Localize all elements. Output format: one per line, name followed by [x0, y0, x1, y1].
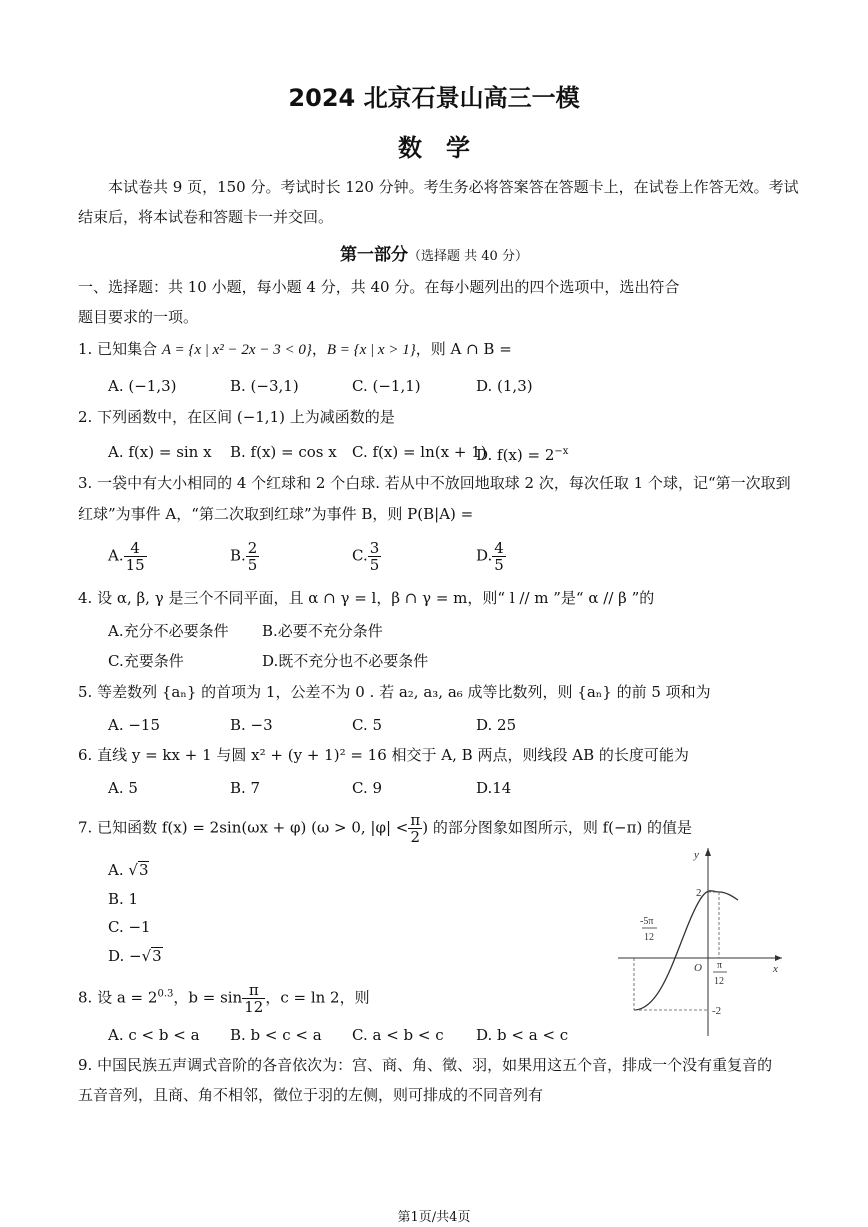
q1-prefix: 1. 已知集合 [78, 340, 162, 358]
y-min-label: -2 [712, 1005, 722, 1017]
q5-option-b: B. −3 [230, 716, 273, 734]
q4-option-c: C.充要条件 [108, 652, 184, 670]
q1-comma: ， [311, 340, 327, 358]
q6-option-c: C. 9 [352, 779, 383, 797]
q5-option-c: C. 5 [352, 716, 383, 734]
q8-option-b: B. b < c < a [230, 1026, 322, 1044]
q7-pi-over-2 [408, 812, 422, 845]
exam-title: 2024 北京石景山高三一模 [288, 84, 580, 112]
x-axis-arrow [775, 955, 782, 961]
q3-option-b-numerator: 2 [247, 539, 258, 557]
part-title: 第一部分 [340, 245, 409, 265]
right-tick-denominator: 12 [714, 976, 724, 987]
q5-option-d: D. 25 [476, 716, 517, 734]
q7-two: 2 [410, 828, 421, 846]
q1-option-a: A. (−1,3) [108, 377, 177, 395]
q8-option-a: A. c < b < a [108, 1026, 200, 1044]
question-3-line-2: 红球”为事件 A，“第二次取到红球”为事件 B，则 P(B|A) = [78, 505, 474, 523]
q7-option-c: C. −1 [108, 918, 151, 936]
q8-option-d: D. b < a < c [476, 1026, 569, 1044]
q3-option-b-label: B. [230, 546, 246, 565]
q8-a-exponent: 0.3 [157, 988, 174, 1000]
q3-option-a-fraction [124, 540, 147, 573]
q7-option-b: B. 1 [108, 890, 139, 908]
q1-option-b: B. (−3,1) [230, 377, 299, 395]
q3-option-a [108, 540, 147, 573]
q7-option-a: A. √3 [108, 861, 149, 879]
question-8-stem [78, 982, 370, 1015]
q8-twelve: 12 [244, 998, 264, 1016]
q2-option-a: A. f(x) = sin x [108, 443, 212, 461]
q8-b-start: ，b = sin [173, 988, 243, 1007]
q3-option-b-denominator: 5 [247, 556, 258, 574]
q7-option-a-label: A. [108, 861, 129, 879]
question-9-line-1: 9. 中国民族五声调式音阶的各音依次为：宫、商、角、徵、羽，如果用这五个音，排成一个没有重复音的 [78, 1056, 773, 1074]
q1-suffix: ，则 A ∩ B = [415, 340, 512, 358]
q7-stem-end: ) 的部分图象如图所示，则 f(−π) 的值是 [422, 818, 693, 837]
q8-stem-end: ，c = ln 2，则 [265, 988, 370, 1007]
q1-set-b: B = {x | x > 1} [326, 342, 416, 358]
y-max-label: 2 [696, 887, 702, 899]
sine-curve [634, 891, 738, 1010]
q3-option-a-numerator: 4 [124, 540, 147, 557]
q8-a-base: 8. 设 a = 2 [78, 988, 158, 1007]
q6-option-a: A. 5 [108, 779, 138, 797]
q3-option-c-denominator: 5 [369, 556, 380, 574]
question-9-line-2: 五音音列，且商、角不相邻，徵位于羽的左侧，则可排成的不同音列有 [78, 1086, 544, 1104]
left-tick-denominator: 12 [644, 932, 654, 943]
part-note: （选择题 共 40 分） [408, 249, 528, 264]
x-label: x [773, 963, 778, 975]
q3-option-a-label: A. [108, 546, 124, 565]
q7-option-d: D. −√3 [108, 947, 162, 965]
q8-option-c: C. a < b < c [352, 1026, 444, 1044]
sine-graph [610, 840, 790, 1040]
subject-title: 数 学 [398, 134, 470, 162]
right-tick-numerator: π [717, 960, 723, 971]
intro-line-2: 结束后，将本试卷和答题卡一并交回。 [78, 208, 334, 226]
q3-option-c [352, 540, 381, 573]
y-label: y [694, 849, 699, 861]
q7-stem-start: 7. 已知函数 f(x) = 2sin(ωx + φ) (ω > 0, |φ| < [78, 818, 409, 837]
q8-pi: π [242, 982, 265, 999]
q6-option-b: B. 7 [230, 779, 261, 797]
q8-pi-over-12 [242, 982, 265, 1015]
q7-option-d-radicand: 3 [152, 947, 162, 965]
q1-option-d: D. (1,3) [476, 377, 533, 395]
question-7-stem [78, 812, 692, 845]
q7-option-d-label: D. − [108, 947, 142, 965]
intro-line-1: 本试卷共 9 页，150 分。考试时长 120 分钟。考生务必将答案答在答题卡上，在试卷上作答无效。考试 [108, 178, 799, 196]
q2-option-d-base: D. f(x) = 2 [476, 446, 555, 464]
page-footer: 第1页/共4页 [397, 1210, 471, 1225]
q7-option-a-radicand: 3 [138, 861, 149, 879]
q4-option-d: D.既不充分也不必要条件 [262, 652, 429, 670]
q2-option-b: B. f(x) = cos x [230, 443, 337, 461]
q2-option-c: C. f(x) = ln(x + 1) [352, 443, 487, 461]
q3-option-b [230, 540, 259, 573]
q3-option-b-fraction [246, 540, 260, 573]
question-1-stem [78, 340, 512, 359]
q4-option-a: A.充分不必要条件 [108, 622, 229, 640]
q2-option-d [476, 443, 568, 464]
question-6-stem: 6. 直线 y = kx + 1 与圆 x² + (y + 1)² = 16 相交于 A, B 两点，则线段 AB 的长度可能为 [78, 746, 689, 764]
q3-option-d-numerator: 4 [494, 539, 504, 557]
question-4-stem: 4. 设 α, β, γ 是三个不同平面，且 α ∩ γ = l，β ∩ γ = m，则“ l // m ”是“ α // β ”的 [78, 589, 655, 607]
q1-option-c: C. (−1,1) [352, 377, 421, 395]
q3-option-d-fraction [492, 540, 506, 573]
left-tick-numerator: -5π [640, 916, 654, 927]
q4-option-b: B.必要不充分条件 [262, 622, 383, 640]
q5-option-a: A. −15 [108, 716, 161, 734]
q3-option-d [476, 540, 506, 573]
part-heading [0, 240, 868, 265]
section-instruction-2: 题目要求的一项。 [78, 308, 199, 326]
q3-option-a-denominator: 15 [125, 556, 145, 574]
q3-option-d-denominator: 5 [494, 556, 504, 574]
q3-option-d-label: D. [476, 546, 493, 565]
question-5-stem: 5. 等差数列 {aₙ} 的首项为 1，公差不为 0 . 若 a₂, a₃, a₆ 成等比数列，则 {aₙ} 的前 5 项和为 [78, 683, 711, 701]
q7-pi: π [410, 811, 421, 829]
origin-label: O [694, 962, 702, 974]
q3-option-c-fraction [368, 540, 382, 573]
section-instruction-1: 一、选择题：共 10 小题，每小题 4 分，共 40 分。在每小题列出的四个选项中，选出符合 [78, 278, 680, 296]
q3-option-c-label: C. [352, 546, 368, 565]
y-axis-arrow [705, 848, 711, 856]
q1-set-a: A = {x | x² − 2x − 3 < 0} [161, 342, 312, 358]
question-3-line-1: 3. 一袋中有大小相同的 4 个红球和 2 个白球. 若从中不放回地取球 2 次，每次任取 1 个球，记“第一次取到 [78, 474, 791, 492]
q3-option-c-numerator: 3 [369, 539, 380, 557]
q6-option-d: D.14 [476, 779, 512, 797]
q2-option-d-exponent: −x [554, 446, 569, 457]
question-2-stem: 2. 下列函数中，在区间 (−1,1) 上为减函数的是 [78, 408, 395, 426]
